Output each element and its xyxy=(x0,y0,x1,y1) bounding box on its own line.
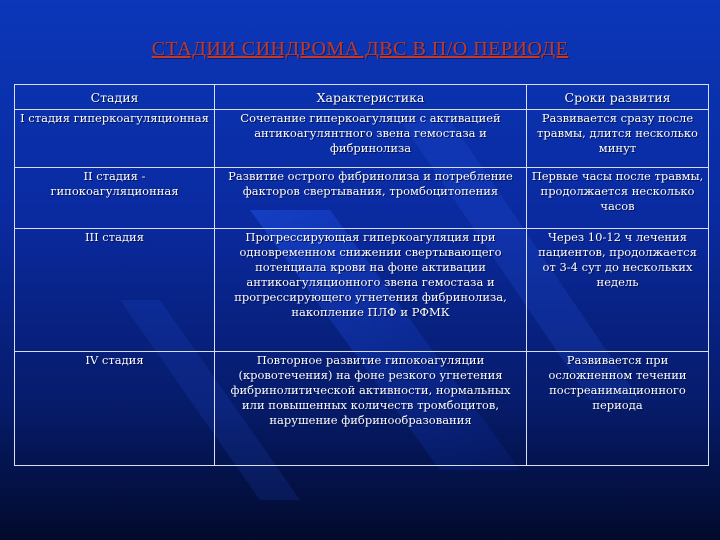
header-timing: Сроки развития xyxy=(527,85,709,110)
table-row xyxy=(15,229,709,352)
timing-cell: Первые часы после травмы, продолжается несколько часов xyxy=(527,168,709,229)
table-row xyxy=(15,352,709,466)
timing-cell: Развивается при осложненном течении постреанимационного периода xyxy=(527,352,709,466)
stage-cell: II стадия - гипокоагуляционная xyxy=(15,168,215,229)
stage-cell: I стадия гиперкоагуляционная xyxy=(15,110,215,168)
header-characteristic: Характеристика xyxy=(215,85,527,110)
characteristic-cell: Прогрессирующая гиперкоагуляция при одновременном снижении свертывающего потенциала крови на фоне активации антикоагуляционного звена гемостаза и прогрессирующего угнетения фибринолиза, накопление ПЛФ и РФМК xyxy=(215,229,527,352)
stage-cell: III стадия xyxy=(15,229,215,352)
characteristic-cell: Повторное развитие гипокоагуляции (кровотечения) на фоне резкого угнетения фибринолитической активности, нормальных или повышенных количеств тромбоцитов, нарушение фибринообразования xyxy=(215,352,527,466)
table-row xyxy=(15,110,709,168)
characteristic-cell: Развитие острого фибринолиза и потребление факторов свертывания, тромбоцитопения xyxy=(215,168,527,229)
table-row xyxy=(15,168,709,229)
stages-table xyxy=(14,84,709,466)
timing-cell: Через 10-12 ч лечения пациентов, продолжается от 3-4 сут до нескольких недель xyxy=(527,229,709,352)
header-stage: Стадия xyxy=(15,85,215,110)
timing-cell: Развивается сразу после травмы, длится несколько минут xyxy=(527,110,709,168)
characteristic-cell: Сочетание гиперкоагуляции с активацией антикоагулянтного звена гемостаза и фибринолиза xyxy=(215,110,527,168)
stage-cell: IV стадия xyxy=(15,352,215,466)
table-header-row xyxy=(15,85,709,110)
page-title: СТАДИИ СИНДРОМА ДВС В П/О ПЕРИОДЕ xyxy=(151,38,569,60)
